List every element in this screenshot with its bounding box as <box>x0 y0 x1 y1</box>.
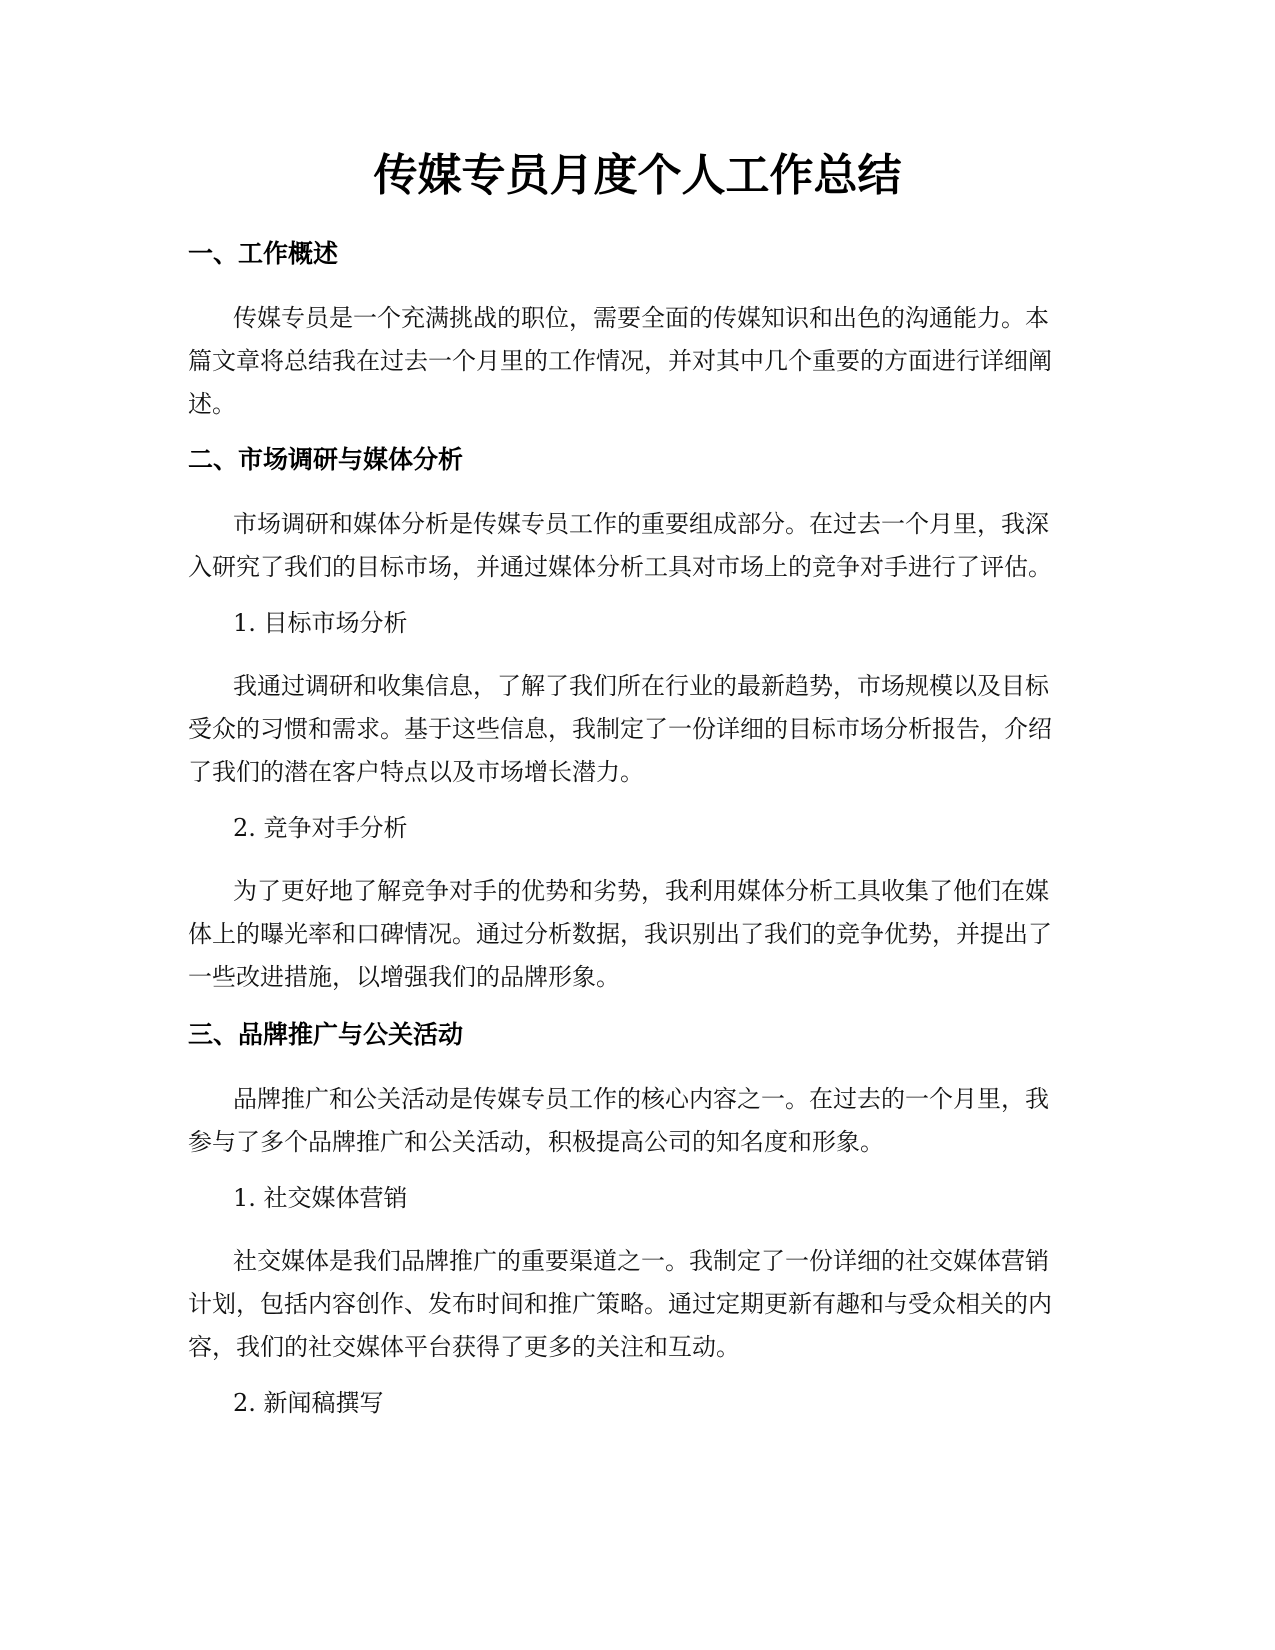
section-heading-brand-pr: 三、品牌推广与公关活动 <box>188 1020 464 1049</box>
subheading-press-release: 2. 新闻稿撰写 <box>233 1389 384 1417</box>
section-heading-overview: 一、工作概述 <box>188 239 339 268</box>
subheading-target-market: 1. 目标市场分析 <box>233 609 408 637</box>
paragraph-line: 篇文章将总结我在过去一个月里的工作情况，并对其中几个重要的方面进行详细阐 <box>188 347 1052 375</box>
paragraph-line: 市场调研和媒体分析是传媒专员工作的重要组成部分。在过去一个月里，我深 <box>233 510 1049 538</box>
paragraph-line: 社交媒体是我们品牌推广的重要渠道之一。我制定了一份详细的社交媒体营销 <box>233 1247 1049 1275</box>
paragraph-line: 品牌推广和公关活动是传媒专员工作的核心内容之一。在过去的一个月里，我 <box>233 1085 1049 1113</box>
section-heading-market-research: 二、市场调研与媒体分析 <box>188 445 464 474</box>
paragraph-brand-pr-intro <box>188 1078 1088 1164</box>
paragraph-overview <box>188 297 1088 426</box>
paragraph-line: 了我们的潜在客户特点以及市场增长潜力。 <box>188 758 644 786</box>
paragraph-line: 我通过调研和收集信息，了解了我们所在行业的最新趋势，市场规模以及目标 <box>233 672 1049 700</box>
paragraph-line: 受众的习惯和需求。基于这些信息，我制定了一份详细的目标市场分析报告，介绍 <box>188 715 1052 743</box>
paragraph-line: 传媒专员是一个充满挑战的职位，需要全面的传媒知识和出色的沟通能力。本 <box>233 304 1049 332</box>
paragraph-line: 计划，包括内容创作、发布时间和推广策略。通过定期更新有趣和与受众相关的内 <box>188 1290 1052 1318</box>
paragraph-line: 入研究了我们的目标市场，并通过媒体分析工具对市场上的竞争对手进行了评估。 <box>188 553 1052 581</box>
paragraph-line: 容，我们的社交媒体平台获得了更多的关注和互动。 <box>188 1333 740 1361</box>
paragraph-target-market <box>188 665 1088 794</box>
paragraph-market-research-intro <box>188 503 1088 589</box>
paragraph-line: 为了更好地了解竞争对手的优势和劣势，我利用媒体分析工具收集了他们在媒 <box>233 877 1049 905</box>
paragraph-line: 述。 <box>188 390 236 418</box>
paragraph-competitor <box>188 870 1088 999</box>
paragraph-social-media <box>188 1240 1088 1369</box>
paragraph-line: 一些改进措施，以增强我们的品牌形象。 <box>188 963 620 991</box>
document-title: 传媒专员月度个人工作总结 <box>373 150 902 201</box>
subheading-competitor: 2. 竞争对手分析 <box>233 814 408 842</box>
paragraph-line: 参与了多个品牌推广和公关活动，积极提高公司的知名度和形象。 <box>188 1128 884 1156</box>
subheading-social-media: 1. 社交媒体营销 <box>233 1184 408 1212</box>
paragraph-line: 体上的曝光率和口碑情况。通过分析数据，我识别出了我们的竞争优势，并提出了 <box>188 920 1052 948</box>
